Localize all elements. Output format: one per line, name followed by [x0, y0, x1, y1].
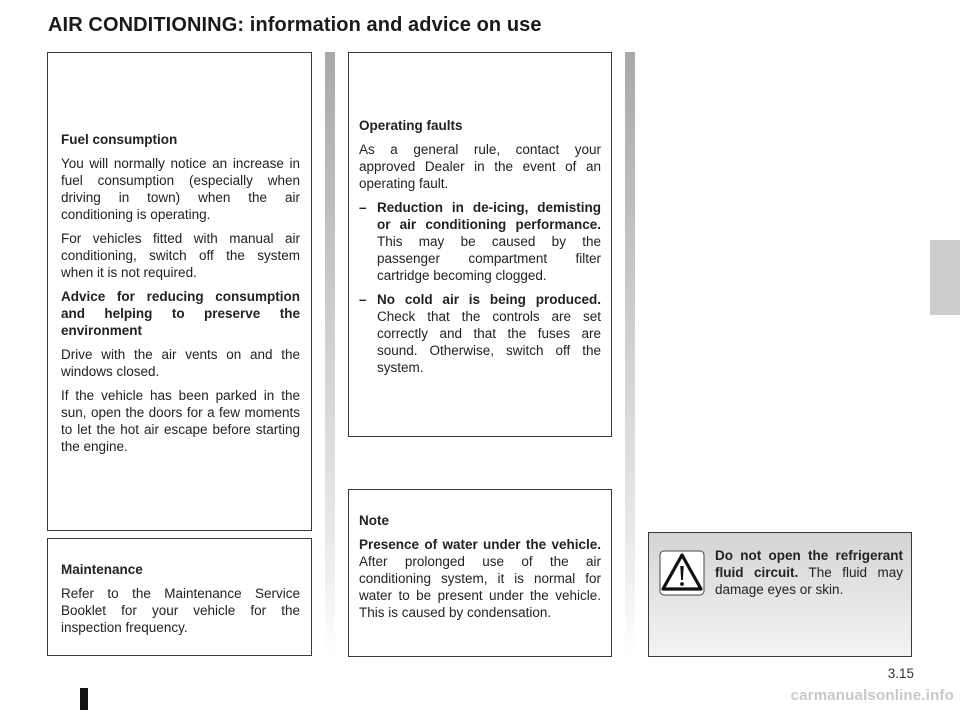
column-divider-left: [325, 52, 335, 657]
warning-text: [715, 547, 903, 598]
page-number: 3.15: [887, 666, 914, 681]
watermark: carmanualsonline.info: [790, 687, 954, 704]
maintenance-heading: Maintenance: [61, 562, 143, 577]
fault-item-text: Check that the controls are set correctly and that the fuses are sound. Otherwise, switch off the system.: [377, 309, 601, 375]
advice-heading: Advice for reducing consumption and helping to preserve the environment: [61, 289, 300, 338]
maintenance-text: Refer to the Maintenance Service Booklet for your vehicle for the inspection frequency.: [61, 586, 300, 635]
note-body: After prolonged use of the air conditioning system, it is normal for water to be present under the vehicle. This is caused by condensation.: [359, 554, 601, 620]
dash-bullet: –: [359, 200, 367, 215]
operating-faults-box: [348, 52, 612, 437]
dash-bullet: –: [359, 292, 367, 307]
side-tab: [930, 240, 960, 315]
maintenance-box: [47, 538, 312, 656]
warning-body: The fluid may damage eyes or skin.: [715, 565, 903, 597]
note-box: [348, 489, 612, 657]
note-heading: Note: [359, 513, 389, 528]
operating-faults-intro: As a general rule, contact your approved Dealer in the event of an operating fault.: [359, 142, 601, 191]
page-title: AIR CONDITIONING: information and advice on use: [48, 14, 542, 36]
fault-item: [359, 199, 601, 284]
fault-item-text: This may be caused by the passenger compartment filter cartridge becoming clogged.: [377, 234, 601, 283]
fuel-paragraph-4: If the vehicle has been parked in the sun, open the doors for a few moments to let the hot air escape before starting the engine.: [61, 388, 300, 454]
note-text: [359, 536, 601, 621]
fault-item-title: No cold air is being produced.: [377, 292, 601, 307]
warning-bold: Do not open the refrigerant fluid circuit.: [715, 548, 903, 580]
fault-item: [359, 291, 601, 376]
warning-box: [648, 532, 912, 657]
fuel-paragraph-2: For vehicles fitted with manual air conditioning, switch off the system when it is not required.: [61, 231, 300, 280]
column-divider-right: [625, 52, 635, 657]
fuel-consumption-box: [47, 52, 312, 531]
bottom-mark: [80, 688, 88, 710]
note-bold: Presence of water under the vehicle.: [359, 537, 601, 552]
fault-item-title: Reduction in de-icing, demisting or air conditioning performance.: [377, 200, 601, 232]
operating-faults-heading: Operating faults: [359, 118, 463, 133]
fuel-consumption-heading: Fuel consumption: [61, 132, 178, 147]
warning-triangle-icon: [659, 550, 705, 596]
fuel-paragraph-3: Drive with the air vents on and the windows closed.: [61, 347, 300, 379]
fuel-paragraph-1: You will normally notice an increase in fuel consumption (especially when driving in town) when the air conditioning is operating.: [61, 156, 300, 222]
